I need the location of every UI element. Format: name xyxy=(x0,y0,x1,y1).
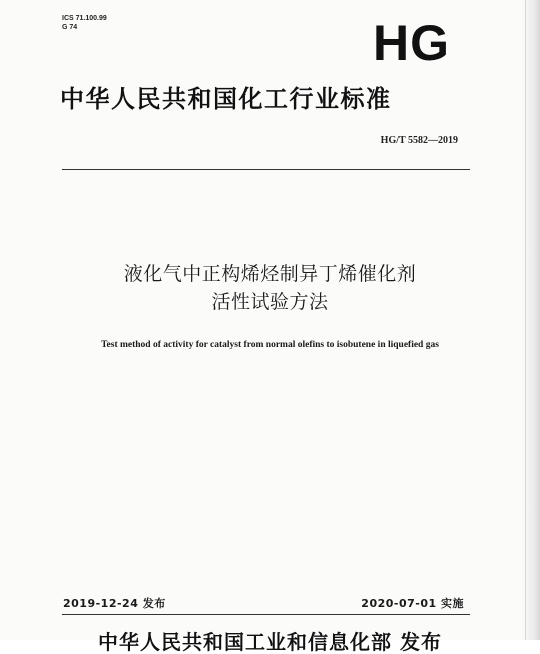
issue-date: 2019-12-24 发布 xyxy=(63,597,166,610)
ccs-code: G 74 xyxy=(62,24,78,31)
page-edge-line xyxy=(525,0,526,640)
standard-number: HG/T 5582—2019 xyxy=(380,135,458,146)
ics-code: ICS 71.100.99 xyxy=(62,15,107,22)
implementation-date: 2020-07-01 实施 xyxy=(361,597,464,610)
top-divider xyxy=(62,169,470,170)
publisher: 中华人民共和国工业和信息化部 发布 xyxy=(98,630,442,654)
bottom-divider xyxy=(62,614,470,615)
chinese-title-line-2: 活性试验方法 xyxy=(211,291,329,313)
classification-codes xyxy=(62,14,107,32)
english-title: Test method of activity for catalyst from normal olefins to isobutene in liquefied gas xyxy=(101,340,439,350)
chinese-title-line-1: 液化气中正构烯烃制异丁烯催化剂 xyxy=(123,263,417,285)
hg-logo: HG xyxy=(373,15,450,71)
standard-title: 中华人民共和国化工行业标准 xyxy=(60,85,392,113)
